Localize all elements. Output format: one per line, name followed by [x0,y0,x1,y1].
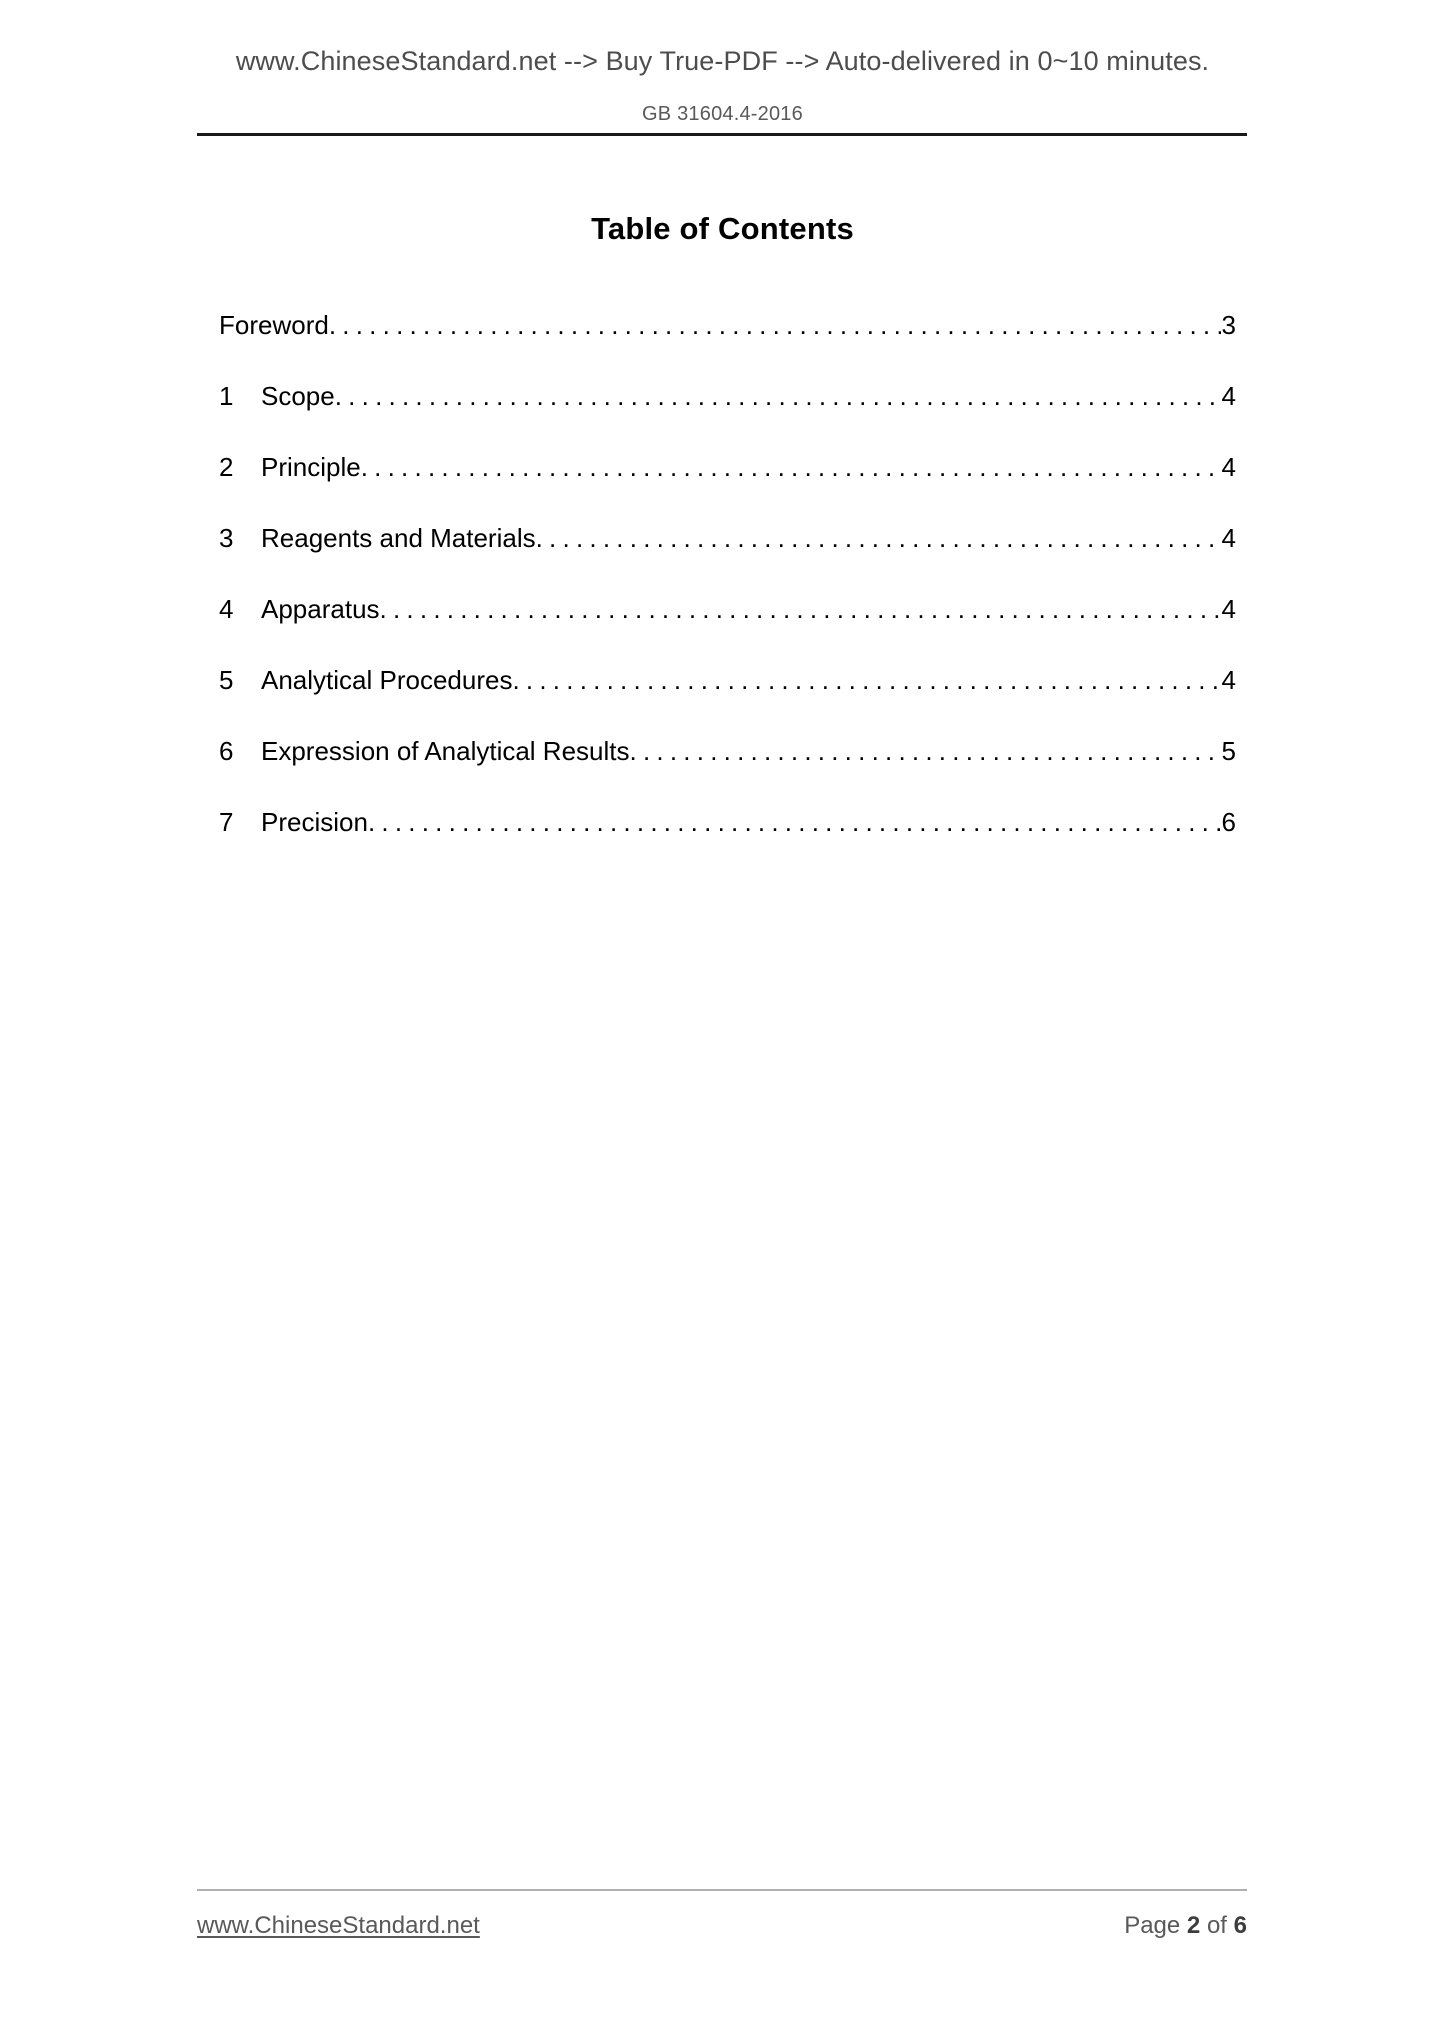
toc-dot-leader [380,596,1221,622]
toc-entry-page: 4 [1221,452,1236,482]
toc-entry-label: Expression of Analytical Results [261,736,630,766]
table-of-contents [219,310,1236,878]
toc-entry[interactable] [219,381,1236,452]
toc-entry-label: Reagents and Materials [261,523,536,553]
footer-site-link[interactable]: www.ChineseStandard.net [197,1912,480,1939]
toc-dot-leader [335,383,1221,409]
page-title: Table of Contents [591,210,854,246]
page-current: 2 [1186,1912,1201,1939]
toc-entry-number: 7 [219,807,234,837]
page-word: Page [1124,1912,1181,1939]
of-word: of [1206,1912,1227,1939]
header-divider [197,133,1247,136]
toc-entry-label: Principle [261,452,361,482]
toc-entry-label: Analytical Procedures [261,665,513,695]
toc-entry-label: Precision [261,807,368,837]
page-indicator [1124,1910,1247,1942]
toc-entry-page: 6 [1221,807,1236,837]
toc-entry[interactable] [219,807,1236,878]
toc-entry-page: 4 [1221,594,1236,624]
toc-entry-number: 5 [219,665,234,695]
toc-entry-page: 4 [1221,381,1236,411]
toc-entry-label: Foreword [219,310,329,340]
page-total: 6 [1233,1912,1247,1939]
toc-entry[interactable] [219,736,1236,807]
toc-entry-label: Scope [261,381,335,411]
toc-entry-page: 3 [1221,310,1236,340]
footer-divider [197,1889,1247,1891]
toc-dot-leader [361,454,1221,480]
toc-entry-page: 4 [1221,523,1236,553]
toc-entry-page: 5 [1221,736,1236,766]
toc-entry[interactable] [219,452,1236,523]
promo-banner: www.ChineseStandard.net --> Buy True-PDF --> Auto-delivered in 0~10 minutes. [235,46,1210,76]
toc-entry[interactable] [219,665,1236,736]
toc-entry-number: 6 [219,736,234,766]
standard-number: GB 31604.4-2016 [642,103,803,125]
toc-dot-leader [368,809,1221,835]
toc-entry-label: Apparatus [261,594,380,624]
toc-dot-leader [630,738,1221,764]
toc-entry[interactable] [219,310,1236,381]
toc-dot-leader [512,667,1220,693]
toc-entry-number: 2 [219,452,234,482]
toc-dot-leader [329,312,1221,338]
toc-entry-number: 3 [219,523,234,553]
toc-dot-leader [536,525,1221,551]
toc-entry-number: 1 [219,381,234,411]
toc-entry-number: 4 [219,594,234,624]
toc-entry[interactable] [219,523,1236,594]
toc-entry[interactable] [219,594,1236,665]
page-footer [197,1910,1247,1942]
toc-entry-page: 4 [1221,665,1236,695]
